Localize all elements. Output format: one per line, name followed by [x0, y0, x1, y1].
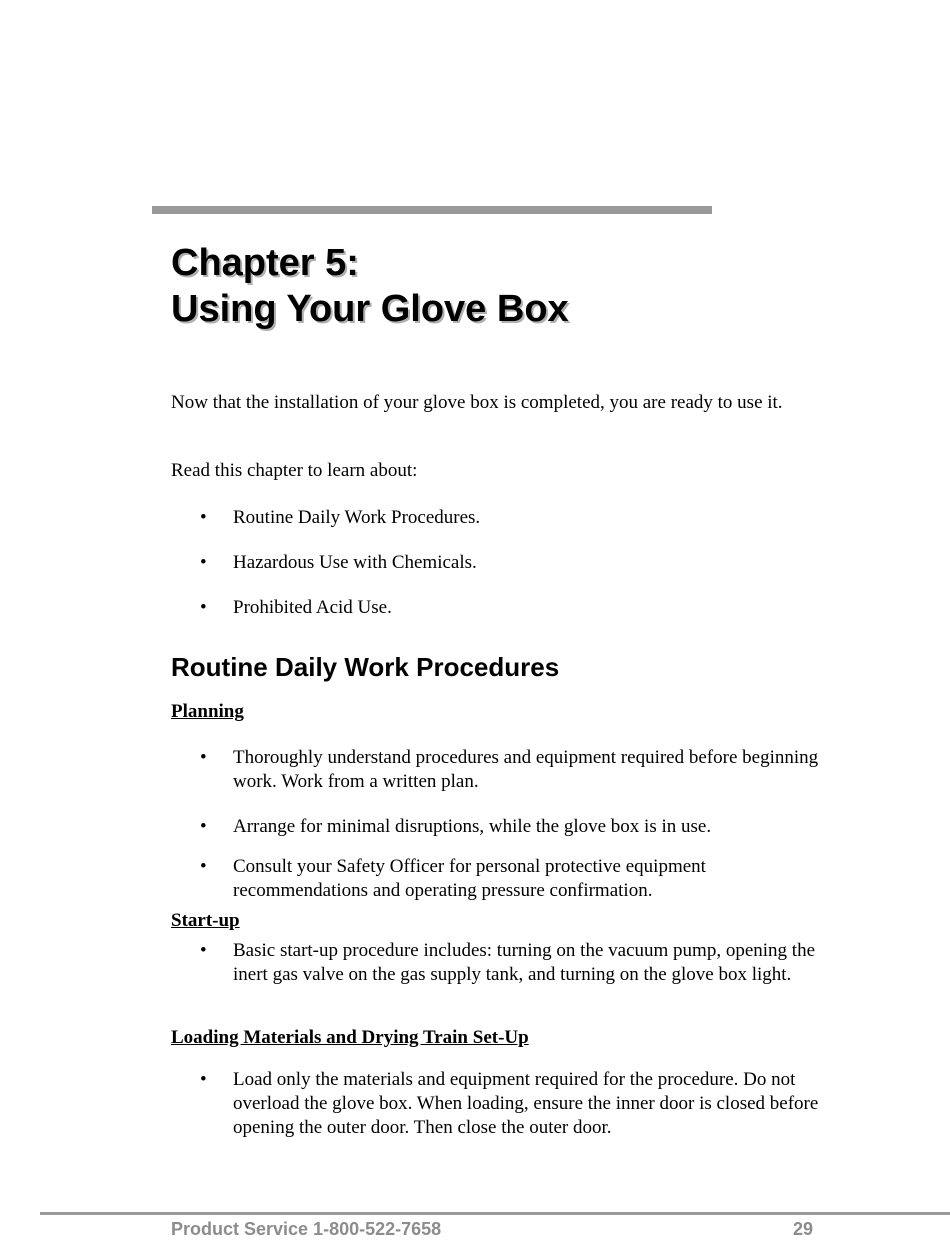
footer-rule — [40, 1212, 950, 1215]
planning-list — [171, 746, 831, 903]
topics-list — [171, 506, 831, 620]
list-item: • Thoroughly understand procedures and equipment required before beginning work. Work from a written plan. — [200, 747, 819, 792]
bullet-icon: • — [200, 747, 207, 768]
list-item: • Load only the materials and equipment required for the procedure. Do not overload the glove box. When loading, ensure the inner door is closed before opening the outer door. Then close the outer door. — [200, 1069, 819, 1138]
chapter-number: Chapter 5: — [171, 242, 359, 284]
footer-service-number: Product Service 1-800-522-7658 — [171, 1219, 442, 1239]
learn-about-text: Read this chapter to learn about: — [171, 460, 418, 481]
list-item: • Consult your Safety Officer for personal protective equipment recommendations and operating pressure confirmation. — [200, 856, 706, 901]
list-item: • Hazardous Use with Chemicals. — [200, 552, 477, 573]
bullet-icon: • — [200, 507, 207, 528]
subheading-loading: Loading Materials and Drying Train Set-Up — [171, 1027, 529, 1048]
subheading-planning: Planning — [171, 701, 244, 722]
bullet-icon: • — [200, 940, 207, 961]
subheading-startup: Start-up — [171, 910, 240, 931]
bullet-icon: • — [200, 552, 207, 573]
bullet-icon: • — [200, 597, 207, 618]
list-item: • Arrange for minimal disruptions, while the glove box is in use. — [200, 816, 712, 837]
list-item: • Basic start-up procedure includes: turning on the vacuum pump, opening the inert gas valve on the gas supply tank, and turning on the glove box light. — [200, 940, 815, 985]
chapter-title — [171, 240, 569, 332]
list-item: • Routine Daily Work Procedures. — [200, 507, 481, 528]
intro-paragraph: Now that the installation of your glove box is completed, you are ready to use it. — [171, 392, 783, 413]
bullet-icon: • — [200, 816, 207, 837]
list-item: • Prohibited Acid Use. — [200, 597, 392, 618]
page-number: 29 — [793, 1219, 814, 1239]
top-rule — [152, 206, 712, 214]
section-heading-routine: Routine Daily Work Procedures — [171, 652, 560, 682]
bullet-icon: • — [200, 856, 207, 877]
bullet-icon: • — [200, 1069, 207, 1090]
startup-list — [171, 939, 831, 987]
loading-list — [171, 1068, 831, 1140]
chapter-name: Using Your Glove Box — [171, 288, 569, 330]
